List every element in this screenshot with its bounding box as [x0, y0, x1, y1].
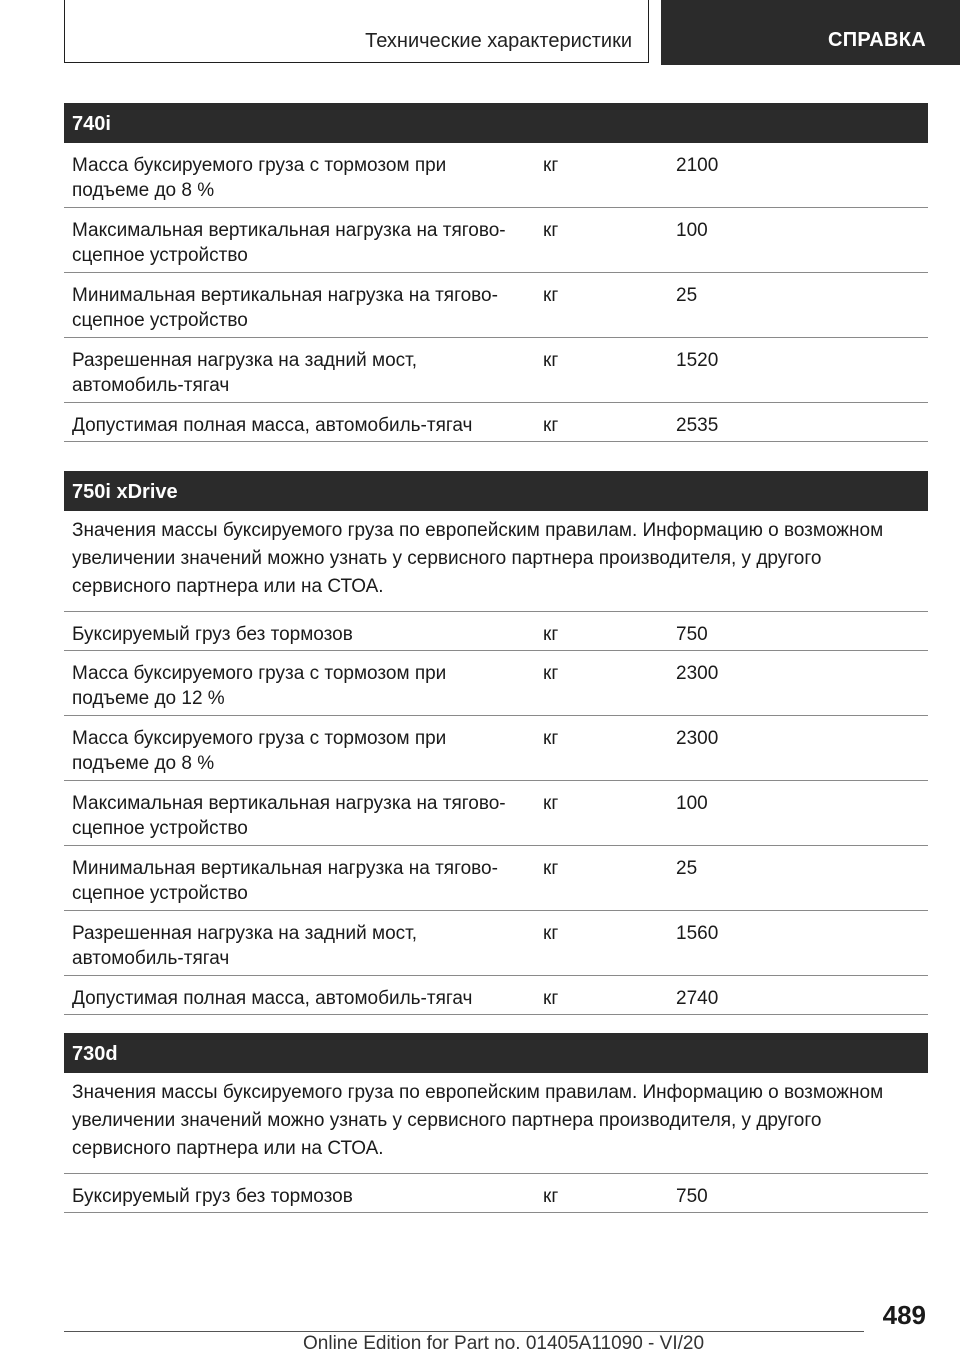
header-chapter-label: СПРАВКА	[827, 29, 926, 51]
row-label: Допустимая полная масса, автомобиль-тягач	[72, 988, 473, 1009]
table-row	[64, 1174, 928, 1213]
row-value: 2300	[676, 663, 719, 684]
row-unit: кг	[543, 1186, 559, 1207]
row-unit: кг	[543, 728, 559, 749]
row-label: Масса буксируемого груза с тормозом при подъеме до 12 %	[72, 663, 447, 709]
header-section-title: Технические характеристики	[365, 30, 632, 52]
row-label: Разрешенная нагрузка на задний мост, автомобиль-тягач	[72, 350, 418, 396]
row-unit: кг	[543, 923, 559, 944]
row-unit: кг	[543, 285, 559, 306]
row-unit: кг	[543, 858, 559, 879]
row-label: Разрешенная нагрузка на задний мост, автомобиль-тягач	[72, 923, 418, 969]
spec-section-730d	[64, 1033, 928, 1213]
row-value: 2535	[676, 415, 719, 436]
row-label: Буксируемый груз без тормозов	[72, 624, 353, 645]
row-value: 750	[676, 624, 708, 645]
row-value: 2300	[676, 728, 719, 749]
row-value: 1560	[676, 923, 719, 944]
row-value: 2100	[676, 155, 719, 176]
section-heading: 750i xDrive	[64, 471, 928, 511]
table-row	[64, 976, 928, 1015]
row-label: Максимальная вертикальная нагрузка на тягово-сцепное устройство	[72, 220, 506, 266]
footer-edition: Online Edition for Part no. 01405A11090 - VI/20	[303, 1333, 705, 1354]
table-row	[64, 273, 928, 338]
page-number: 489	[882, 1300, 926, 1330]
table-row	[64, 143, 928, 208]
row-unit: кг	[543, 155, 559, 176]
row-unit: кг	[543, 624, 559, 645]
section-note: Значения массы буксируемого груза по европейским правилам. Информацию о возможном увеличении значений можно узнать у сервисного партнера производителя, у другого сервисного партнера или на СТОА.	[64, 1073, 928, 1174]
table-row	[64, 208, 928, 273]
row-label: Допустимая полная масса, автомобиль-тягач	[72, 415, 473, 436]
section-heading: 730d	[64, 1033, 928, 1073]
row-label: Минимальная вертикальная нагрузка на тягово-сцепное устройство	[72, 285, 498, 331]
table-row	[64, 781, 928, 846]
row-value: 750	[676, 1186, 708, 1207]
header-chapter-tab[interactable]	[661, 0, 960, 65]
table-row	[64, 612, 928, 651]
section-heading: 740i	[64, 103, 928, 143]
table-row	[64, 716, 928, 781]
row-label: Масса буксируемого груза с тормозом при подъеме до 8 %	[72, 155, 447, 201]
section-note: Значения массы буксируемого груза по европейским правилам. Информацию о возможном увеличении значений можно узнать у сервисного партнера производителя, у другого сервисного партнера или на СТОА.	[64, 511, 928, 612]
table-row	[64, 651, 928, 716]
row-label: Минимальная вертикальная нагрузка на тягово-сцепное устройство	[72, 858, 498, 904]
row-unit: кг	[543, 988, 559, 1009]
row-unit: кг	[543, 350, 559, 371]
row-label: Буксируемый груз без тормозов	[72, 1186, 353, 1207]
spec-section-750i-xdrive	[64, 471, 928, 1015]
spec-section-740i	[64, 103, 928, 442]
footer-divider	[64, 1331, 864, 1332]
row-unit: кг	[543, 663, 559, 684]
row-label: Максимальная вертикальная нагрузка на тягово-сцепное устройство	[72, 793, 506, 839]
row-value: 1520	[676, 350, 719, 371]
row-value: 25	[676, 285, 698, 306]
header-section-box	[64, 0, 649, 63]
table-row	[64, 846, 928, 911]
row-label: Масса буксируемого груза с тормозом при подъеме до 8 %	[72, 728, 447, 774]
row-unit: кг	[543, 415, 559, 436]
row-unit: кг	[543, 220, 559, 241]
row-value: 2740	[676, 988, 719, 1009]
row-value: 25	[676, 858, 698, 879]
row-value: 100	[676, 220, 708, 241]
table-row	[64, 403, 928, 442]
table-row	[64, 338, 928, 403]
table-row	[64, 911, 928, 976]
row-unit: кг	[543, 793, 559, 814]
row-value: 100	[676, 793, 708, 814]
